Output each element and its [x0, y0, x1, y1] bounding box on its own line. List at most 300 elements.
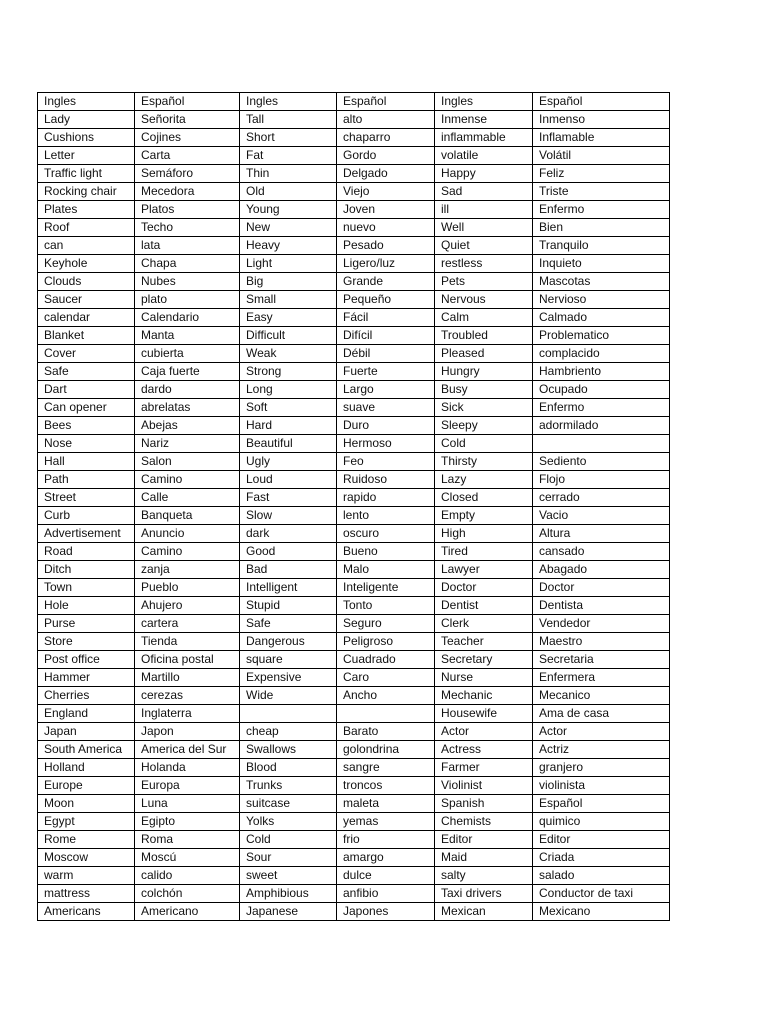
cell-espanol-3: salado: [533, 867, 670, 885]
table-row: [38, 687, 670, 705]
cell-espanol-3: Inmenso: [533, 111, 670, 129]
cell-ingles-2: Loud: [240, 471, 337, 489]
cell-ingles-3: Dentist: [435, 597, 533, 615]
cell-ingles-3: Closed: [435, 489, 533, 507]
cell-espanol-3: Altura: [533, 525, 670, 543]
cell-ingles-3: Busy: [435, 381, 533, 399]
table-row: [38, 327, 670, 345]
cell-ingles-1: warm: [38, 867, 135, 885]
cell-espanol-1: Semáforo: [135, 165, 240, 183]
cell-ingles-3: Spanish: [435, 795, 533, 813]
table-row: [38, 237, 670, 255]
cell-ingles-2: Amphibious: [240, 885, 337, 903]
cell-ingles-2: Swallows: [240, 741, 337, 759]
table-body: [38, 111, 670, 921]
cell-espanol-2: oscuro: [337, 525, 435, 543]
cell-ingles-2: Tall: [240, 111, 337, 129]
table-row: [38, 705, 670, 723]
table-row: [38, 381, 670, 399]
cell-espanol-3: Vacio: [533, 507, 670, 525]
cell-espanol-3: Feliz: [533, 165, 670, 183]
table-row: [38, 399, 670, 417]
cell-espanol-1: zanja: [135, 561, 240, 579]
table-row: [38, 885, 670, 903]
cell-espanol-1: Moscú: [135, 849, 240, 867]
cell-espanol-2: Joven: [337, 201, 435, 219]
cell-espanol-1: America del Sur: [135, 741, 240, 759]
cell-ingles-1: Japan: [38, 723, 135, 741]
cell-espanol-3: Vendedor: [533, 615, 670, 633]
cell-espanol-1: dardo: [135, 381, 240, 399]
cell-espanol-2: Cuadrado: [337, 651, 435, 669]
table-row: [38, 597, 670, 615]
cell-ingles-2: Slow: [240, 507, 337, 525]
cell-espanol-3: Abagado: [533, 561, 670, 579]
table-row: [38, 111, 670, 129]
cell-ingles-3: Pleased: [435, 345, 533, 363]
cell-ingles-2: Thin: [240, 165, 337, 183]
cell-ingles-2: Safe: [240, 615, 337, 633]
table-row: [38, 219, 670, 237]
cell-ingles-1: Ditch: [38, 561, 135, 579]
cell-ingles-2: Stupid: [240, 597, 337, 615]
cell-espanol-3: Enfermo: [533, 201, 670, 219]
cell-espanol-1: Carta: [135, 147, 240, 165]
cell-espanol-2: Viejo: [337, 183, 435, 201]
cell-espanol-1: Inglaterra: [135, 705, 240, 723]
cell-ingles-3: ill: [435, 201, 533, 219]
table-row: [38, 471, 670, 489]
cell-ingles-2: Difficult: [240, 327, 337, 345]
cell-ingles-2: Short: [240, 129, 337, 147]
table-row: [38, 759, 670, 777]
table-row: [38, 903, 670, 921]
cell-ingles-1: Nose: [38, 435, 135, 453]
cell-espanol-2: Barato: [337, 723, 435, 741]
cell-espanol-3: Inflamable: [533, 129, 670, 147]
cell-espanol-3: Sediento: [533, 453, 670, 471]
cell-ingles-3: Doctor: [435, 579, 533, 597]
cell-ingles-3: Secretary: [435, 651, 533, 669]
cell-ingles-2: Heavy: [240, 237, 337, 255]
table-row: [38, 867, 670, 885]
cell-espanol-2: amargo: [337, 849, 435, 867]
cell-espanol-1: Señorita: [135, 111, 240, 129]
cell-ingles-1: Path: [38, 471, 135, 489]
cell-espanol-3: Mecanico: [533, 687, 670, 705]
cell-ingles-1: Egypt: [38, 813, 135, 831]
cell-espanol-3: Nervioso: [533, 291, 670, 309]
cell-espanol-3: adormilado: [533, 417, 670, 435]
table-row: [38, 363, 670, 381]
table-row: [38, 651, 670, 669]
cell-ingles-2: Japanese: [240, 903, 337, 921]
cell-espanol-1: Martillo: [135, 669, 240, 687]
cell-espanol-2: Feo: [337, 453, 435, 471]
cell-espanol-2: yemas: [337, 813, 435, 831]
cell-espanol-3: Enfermera: [533, 669, 670, 687]
cell-ingles-1: Cherries: [38, 687, 135, 705]
cell-espanol-2: Gordo: [337, 147, 435, 165]
cell-ingles-1: Hammer: [38, 669, 135, 687]
cell-ingles-1: Store: [38, 633, 135, 651]
cell-espanol-2: dulce: [337, 867, 435, 885]
cell-ingles-1: can: [38, 237, 135, 255]
header-ingles-2: Ingles: [240, 93, 337, 111]
cell-ingles-2: cheap: [240, 723, 337, 741]
cell-espanol-3: violinista: [533, 777, 670, 795]
cell-espanol-3: Conductor de taxi: [533, 885, 670, 903]
cell-espanol-1: Chapa: [135, 255, 240, 273]
cell-espanol-2: Caro: [337, 669, 435, 687]
cell-espanol-1: Nariz: [135, 435, 240, 453]
cell-ingles-1: Advertisement: [38, 525, 135, 543]
cell-ingles-2: Blood: [240, 759, 337, 777]
cell-espanol-2: [337, 705, 435, 723]
cell-espanol-3: Dentista: [533, 597, 670, 615]
cell-ingles-2: Wide: [240, 687, 337, 705]
cell-ingles-1: Dart: [38, 381, 135, 399]
cell-espanol-1: plato: [135, 291, 240, 309]
cell-espanol-1: Mecedora: [135, 183, 240, 201]
cell-espanol-1: Anuncio: [135, 525, 240, 543]
cell-espanol-1: Cojines: [135, 129, 240, 147]
cell-ingles-3: Empty: [435, 507, 533, 525]
cell-ingles-1: Clouds: [38, 273, 135, 291]
cell-espanol-2: frio: [337, 831, 435, 849]
cell-espanol-1: Luna: [135, 795, 240, 813]
cell-ingles-3: Maid: [435, 849, 533, 867]
cell-espanol-3: cansado: [533, 543, 670, 561]
cell-espanol-1: cubierta: [135, 345, 240, 363]
cell-ingles-1: Cover: [38, 345, 135, 363]
cell-espanol-1: Platos: [135, 201, 240, 219]
table-row: [38, 741, 670, 759]
cell-espanol-1: Manta: [135, 327, 240, 345]
cell-espanol-2: Pequeño: [337, 291, 435, 309]
cell-ingles-3: Chemists: [435, 813, 533, 831]
cell-espanol-1: Abejas: [135, 417, 240, 435]
cell-ingles-2: Soft: [240, 399, 337, 417]
cell-ingles-3: Quiet: [435, 237, 533, 255]
table-row: [38, 201, 670, 219]
cell-espanol-2: Fácil: [337, 309, 435, 327]
cell-ingles-3: Actor: [435, 723, 533, 741]
cell-ingles-2: Old: [240, 183, 337, 201]
cell-espanol-3: Bien: [533, 219, 670, 237]
cell-ingles-1: Moon: [38, 795, 135, 813]
cell-espanol-1: Salon: [135, 453, 240, 471]
cell-ingles-2: Fat: [240, 147, 337, 165]
cell-espanol-2: maleta: [337, 795, 435, 813]
cell-ingles-2: dark: [240, 525, 337, 543]
cell-espanol-3: granjero: [533, 759, 670, 777]
cell-espanol-2: Malo: [337, 561, 435, 579]
cell-espanol-3: Ocupado: [533, 381, 670, 399]
cell-espanol-1: Caja fuerte: [135, 363, 240, 381]
table-row: [38, 435, 670, 453]
cell-ingles-1: Can opener: [38, 399, 135, 417]
cell-espanol-3: Editor: [533, 831, 670, 849]
cell-ingles-3: Mechanic: [435, 687, 533, 705]
table-row: [38, 165, 670, 183]
cell-ingles-2: Big: [240, 273, 337, 291]
cell-espanol-1: Camino: [135, 543, 240, 561]
cell-espanol-1: cerezas: [135, 687, 240, 705]
table-row: [38, 579, 670, 597]
table-row: [38, 453, 670, 471]
cell-ingles-1: Rocking chair: [38, 183, 135, 201]
cell-ingles-3: Sick: [435, 399, 533, 417]
cell-ingles-1: Letter: [38, 147, 135, 165]
cell-espanol-3: Inquieto: [533, 255, 670, 273]
cell-ingles-3: Calm: [435, 309, 533, 327]
cell-espanol-2: Duro: [337, 417, 435, 435]
cell-ingles-3: Tired: [435, 543, 533, 561]
cell-espanol-1: abrelatas: [135, 399, 240, 417]
cell-ingles-1: calendar: [38, 309, 135, 327]
cell-espanol-3: Español: [533, 795, 670, 813]
cell-espanol-1: Techo: [135, 219, 240, 237]
cell-espanol-3: Maestro: [533, 633, 670, 651]
cell-ingles-2: Bad: [240, 561, 337, 579]
cell-ingles-2: Beautiful: [240, 435, 337, 453]
cell-ingles-3: Housewife: [435, 705, 533, 723]
cell-espanol-2: Ligero/luz: [337, 255, 435, 273]
cell-espanol-2: nuevo: [337, 219, 435, 237]
table-row: [38, 507, 670, 525]
cell-ingles-1: Safe: [38, 363, 135, 381]
cell-espanol-3: Problematico: [533, 327, 670, 345]
cell-ingles-3: Clerk: [435, 615, 533, 633]
cell-ingles-3: Farmer: [435, 759, 533, 777]
vocabulary-table: [37, 92, 670, 921]
cell-ingles-3: Lazy: [435, 471, 533, 489]
cell-ingles-2: Fast: [240, 489, 337, 507]
cell-espanol-1: Roma: [135, 831, 240, 849]
cell-espanol-2: Bueno: [337, 543, 435, 561]
header-espanol-1: Español: [135, 93, 240, 111]
cell-espanol-3: Actor: [533, 723, 670, 741]
cell-ingles-3: Inmense: [435, 111, 533, 129]
cell-ingles-2: Small: [240, 291, 337, 309]
cell-espanol-1: colchón: [135, 885, 240, 903]
cell-ingles-3: restless: [435, 255, 533, 273]
cell-espanol-3: complacido: [533, 345, 670, 363]
cell-ingles-2: Cold: [240, 831, 337, 849]
cell-ingles-1: Post office: [38, 651, 135, 669]
cell-espanol-2: Ancho: [337, 687, 435, 705]
cell-espanol-2: Inteligente: [337, 579, 435, 597]
cell-espanol-3: Criada: [533, 849, 670, 867]
cell-espanol-2: Japones: [337, 903, 435, 921]
cell-espanol-2: chaparro: [337, 129, 435, 147]
cell-espanol-3: Flojo: [533, 471, 670, 489]
cell-espanol-2: lento: [337, 507, 435, 525]
cell-ingles-1: Moscow: [38, 849, 135, 867]
cell-espanol-1: Calle: [135, 489, 240, 507]
cell-ingles-3: Mexican: [435, 903, 533, 921]
cell-espanol-3: cerrado: [533, 489, 670, 507]
header-ingles-1: Ingles: [38, 93, 135, 111]
table-row: [38, 777, 670, 795]
cell-espanol-3: Triste: [533, 183, 670, 201]
cell-ingles-1: Town: [38, 579, 135, 597]
header-espanol-3: Español: [533, 93, 670, 111]
cell-espanol-1: Japon: [135, 723, 240, 741]
table-row: [38, 669, 670, 687]
cell-ingles-3: salty: [435, 867, 533, 885]
cell-ingles-3: Hungry: [435, 363, 533, 381]
cell-espanol-2: Seguro: [337, 615, 435, 633]
cell-ingles-3: Editor: [435, 831, 533, 849]
cell-espanol-2: Peligroso: [337, 633, 435, 651]
cell-espanol-1: Ahujero: [135, 597, 240, 615]
cell-ingles-2: Ugly: [240, 453, 337, 471]
cell-espanol-1: cartera: [135, 615, 240, 633]
cell-espanol-1: Egipto: [135, 813, 240, 831]
cell-ingles-1: Rome: [38, 831, 135, 849]
cell-ingles-3: Pets: [435, 273, 533, 291]
cell-espanol-2: Pesado: [337, 237, 435, 255]
cell-ingles-1: Roof: [38, 219, 135, 237]
cell-ingles-1: Traffic light: [38, 165, 135, 183]
cell-espanol-3: quimico: [533, 813, 670, 831]
cell-ingles-3: Nervous: [435, 291, 533, 309]
cell-ingles-2: Intelligent: [240, 579, 337, 597]
table-row: [38, 615, 670, 633]
cell-ingles-3: High: [435, 525, 533, 543]
cell-espanol-1: Calendario: [135, 309, 240, 327]
cell-ingles-3: Teacher: [435, 633, 533, 651]
header-row: [38, 93, 670, 111]
cell-espanol-1: Oficina postal: [135, 651, 240, 669]
cell-ingles-1: Road: [38, 543, 135, 561]
cell-ingles-1: Holland: [38, 759, 135, 777]
cell-espanol-1: Holanda: [135, 759, 240, 777]
cell-ingles-2: Weak: [240, 345, 337, 363]
cell-ingles-2: Light: [240, 255, 337, 273]
cell-espanol-2: Difícil: [337, 327, 435, 345]
cell-espanol-2: Fuerte: [337, 363, 435, 381]
cell-espanol-1: Nubes: [135, 273, 240, 291]
cell-ingles-3: Taxi drivers: [435, 885, 533, 903]
cell-ingles-1: Europe: [38, 777, 135, 795]
cell-ingles-1: Cushions: [38, 129, 135, 147]
cell-espanol-2: troncos: [337, 777, 435, 795]
cell-ingles-2: square: [240, 651, 337, 669]
cell-espanol-1: Banqueta: [135, 507, 240, 525]
cell-ingles-2: Good: [240, 543, 337, 561]
cell-ingles-1: Saucer: [38, 291, 135, 309]
cell-espanol-1: Tienda: [135, 633, 240, 651]
cell-ingles-2: [240, 705, 337, 723]
cell-espanol-3: Actriz: [533, 741, 670, 759]
header-ingles-3: Ingles: [435, 93, 533, 111]
table-row: [38, 255, 670, 273]
table-row: [38, 723, 670, 741]
cell-ingles-2: Dangerous: [240, 633, 337, 651]
cell-ingles-3: Sleepy: [435, 417, 533, 435]
header-espanol-2: Español: [337, 93, 435, 111]
cell-ingles-3: Cold: [435, 435, 533, 453]
table-row: [38, 849, 670, 867]
cell-espanol-3: Mascotas: [533, 273, 670, 291]
cell-espanol-3: Secretaria: [533, 651, 670, 669]
cell-ingles-2: Expensive: [240, 669, 337, 687]
cell-espanol-2: Grande: [337, 273, 435, 291]
cell-espanol-3: Hambriento: [533, 363, 670, 381]
table-row: [38, 417, 670, 435]
cell-ingles-3: Lawyer: [435, 561, 533, 579]
cell-ingles-2: Sour: [240, 849, 337, 867]
cell-ingles-3: Thirsty: [435, 453, 533, 471]
cell-ingles-3: inflammable: [435, 129, 533, 147]
cell-espanol-1: lata: [135, 237, 240, 255]
cell-ingles-2: New: [240, 219, 337, 237]
cell-ingles-1: Plates: [38, 201, 135, 219]
cell-espanol-2: golondrina: [337, 741, 435, 759]
cell-espanol-3: Mexicano: [533, 903, 670, 921]
table-row: [38, 561, 670, 579]
cell-ingles-3: Happy: [435, 165, 533, 183]
table-row: [38, 813, 670, 831]
cell-espanol-3: Volátil: [533, 147, 670, 165]
cell-espanol-3: [533, 435, 670, 453]
cell-ingles-2: Easy: [240, 309, 337, 327]
cell-espanol-2: Delgado: [337, 165, 435, 183]
cell-espanol-1: Pueblo: [135, 579, 240, 597]
cell-espanol-2: Tonto: [337, 597, 435, 615]
cell-espanol-3: Tranquilo: [533, 237, 670, 255]
cell-ingles-1: Street: [38, 489, 135, 507]
cell-espanol-3: Ama de casa: [533, 705, 670, 723]
cell-ingles-2: Strong: [240, 363, 337, 381]
cell-ingles-2: Long: [240, 381, 337, 399]
cell-ingles-1: Bees: [38, 417, 135, 435]
table-row: [38, 309, 670, 327]
cell-ingles-3: Nurse: [435, 669, 533, 687]
cell-ingles-3: Well: [435, 219, 533, 237]
table-row: [38, 183, 670, 201]
table-row: [38, 345, 670, 363]
cell-ingles-2: Young: [240, 201, 337, 219]
cell-ingles-1: Purse: [38, 615, 135, 633]
cell-espanol-2: Hermoso: [337, 435, 435, 453]
cell-ingles-2: Yolks: [240, 813, 337, 831]
cell-ingles-3: Violinist: [435, 777, 533, 795]
cell-ingles-1: Blanket: [38, 327, 135, 345]
cell-espanol-2: rapido: [337, 489, 435, 507]
cell-espanol-2: Débil: [337, 345, 435, 363]
cell-ingles-2: Hard: [240, 417, 337, 435]
table-row: [38, 147, 670, 165]
cell-ingles-1: Keyhole: [38, 255, 135, 273]
cell-ingles-3: Actress: [435, 741, 533, 759]
cell-ingles-1: England: [38, 705, 135, 723]
cell-espanol-3: Enfermo: [533, 399, 670, 417]
cell-espanol-2: anfibio: [337, 885, 435, 903]
cell-ingles-3: Troubled: [435, 327, 533, 345]
table-row: [38, 543, 670, 561]
cell-espanol-1: Camino: [135, 471, 240, 489]
table-row: [38, 291, 670, 309]
cell-ingles-1: mattress: [38, 885, 135, 903]
cell-ingles-2: sweet: [240, 867, 337, 885]
cell-ingles-1: Lady: [38, 111, 135, 129]
table-row: [38, 273, 670, 291]
cell-espanol-2: suave: [337, 399, 435, 417]
